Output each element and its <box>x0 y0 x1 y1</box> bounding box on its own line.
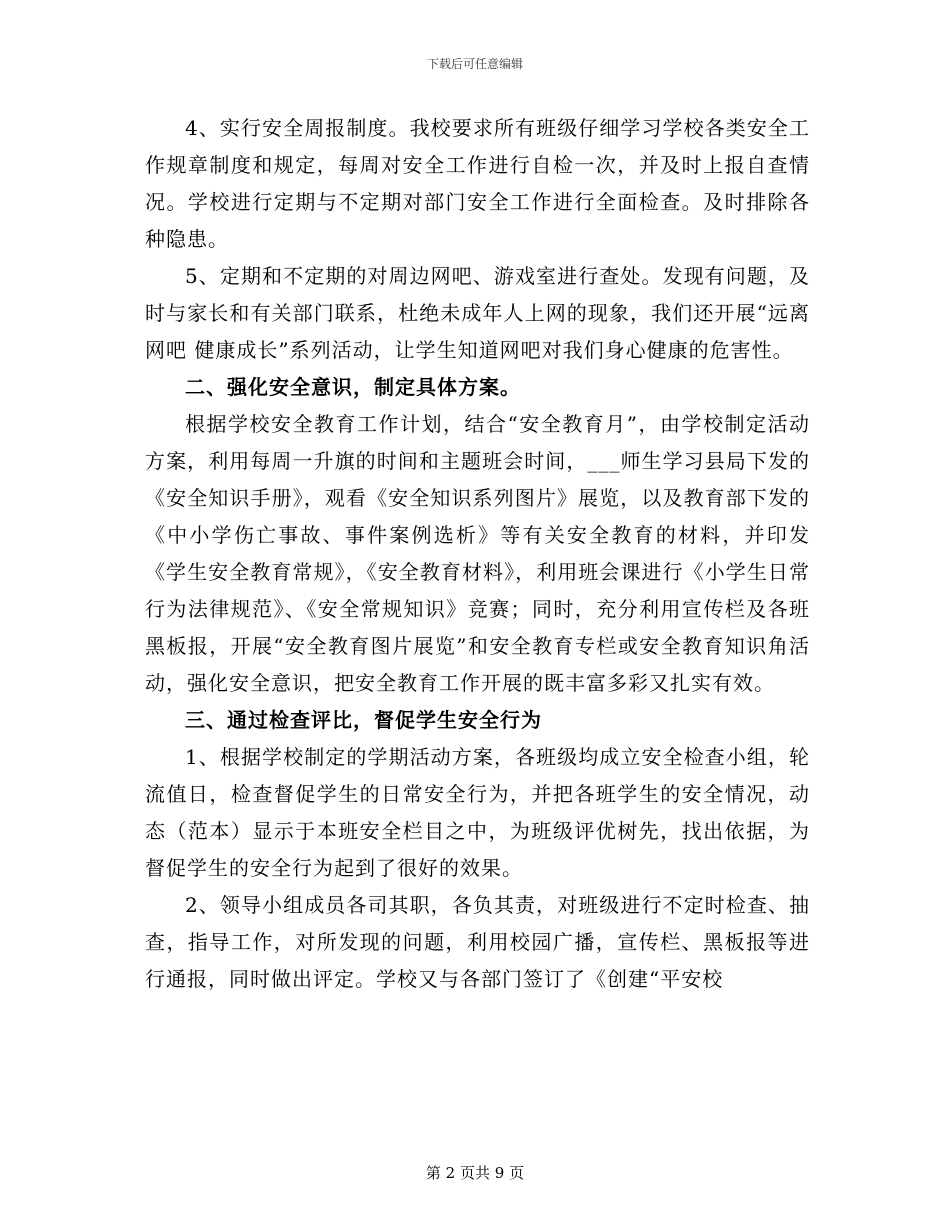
page-number: 第 2 页共 9 页 <box>425 1164 525 1182</box>
paragraph-item-2: 2、领导小组成员各司其职，各负其责，对班级进行不定时检查、抽查，指导工作，对所发现的问题，利用校园广播，宣传栏、黑板报等进行通报，同时做出评定。学校又与各部门签订了《创建“平安校 <box>145 893 810 991</box>
paragraph-item-4: 4、实行安全周报制度。我校要求所有班级仔细学习学校各类安全工作规章制度和规定，每周对安全工作进行自检一次，并及时上报自查情况。学校进行定期与不定期对部门安全工作进行全面检查。及时排除各种隐患。 <box>145 116 810 251</box>
page-header: 下载后可任意编辑 <box>426 57 523 71</box>
paragraph-item-5: 5、定期和不定期的对周边网吧、游戏室进行查处。发现有问题，及时与家长和有关部门联系，杜绝未成年人上网的现象，我们还开展“远离网吧 健康成长”系列活动，让学生知道网吧对我们身心健康的危害性。 <box>145 264 810 362</box>
paragraph-item-1: 1、根据学校制定的学期活动方案，各班级均成立安全检查小组，轮流值日，检查督促学生的日常安全行为，并把各班学生的安全情况，动态（范本）显示于本班安全栏目之中，为班级评优树先，找出依据，为督促学生的安全行为起到了很好的效果。 <box>145 745 810 880</box>
paragraph-plan: 根据学校安全教育工作计划，结合“安全教育月”，由学校制定活动方案，利用每周一升旗的时间和主题班会时间，___师生学习县局下发的《安全知识手册》，观看《安全知识系列图片》展览，以及教育部下发的《中小学伤亡事故、事件案例选析》等有关安全教育的材料，并印发《学生安全教育常规》，《安全教育材料》，利用班会课进行《小学生日常行为法律规范》、《安全常规知识》竞赛；同时，充分利用宣传栏及各班黑板报，开展“安全教育图片展览”和安全教育专栏或安全教育知识角活动，强化安全意识，把安全教育工作开展的既丰富多彩又扎实有效。 <box>145 412 810 695</box>
section-heading-3: 三、通过检查评比，督促学生安全行为 <box>185 708 542 732</box>
section-heading-2: 二、强化安全意识，制定具体方案。 <box>185 375 521 399</box>
document-body <box>145 110 810 998</box>
